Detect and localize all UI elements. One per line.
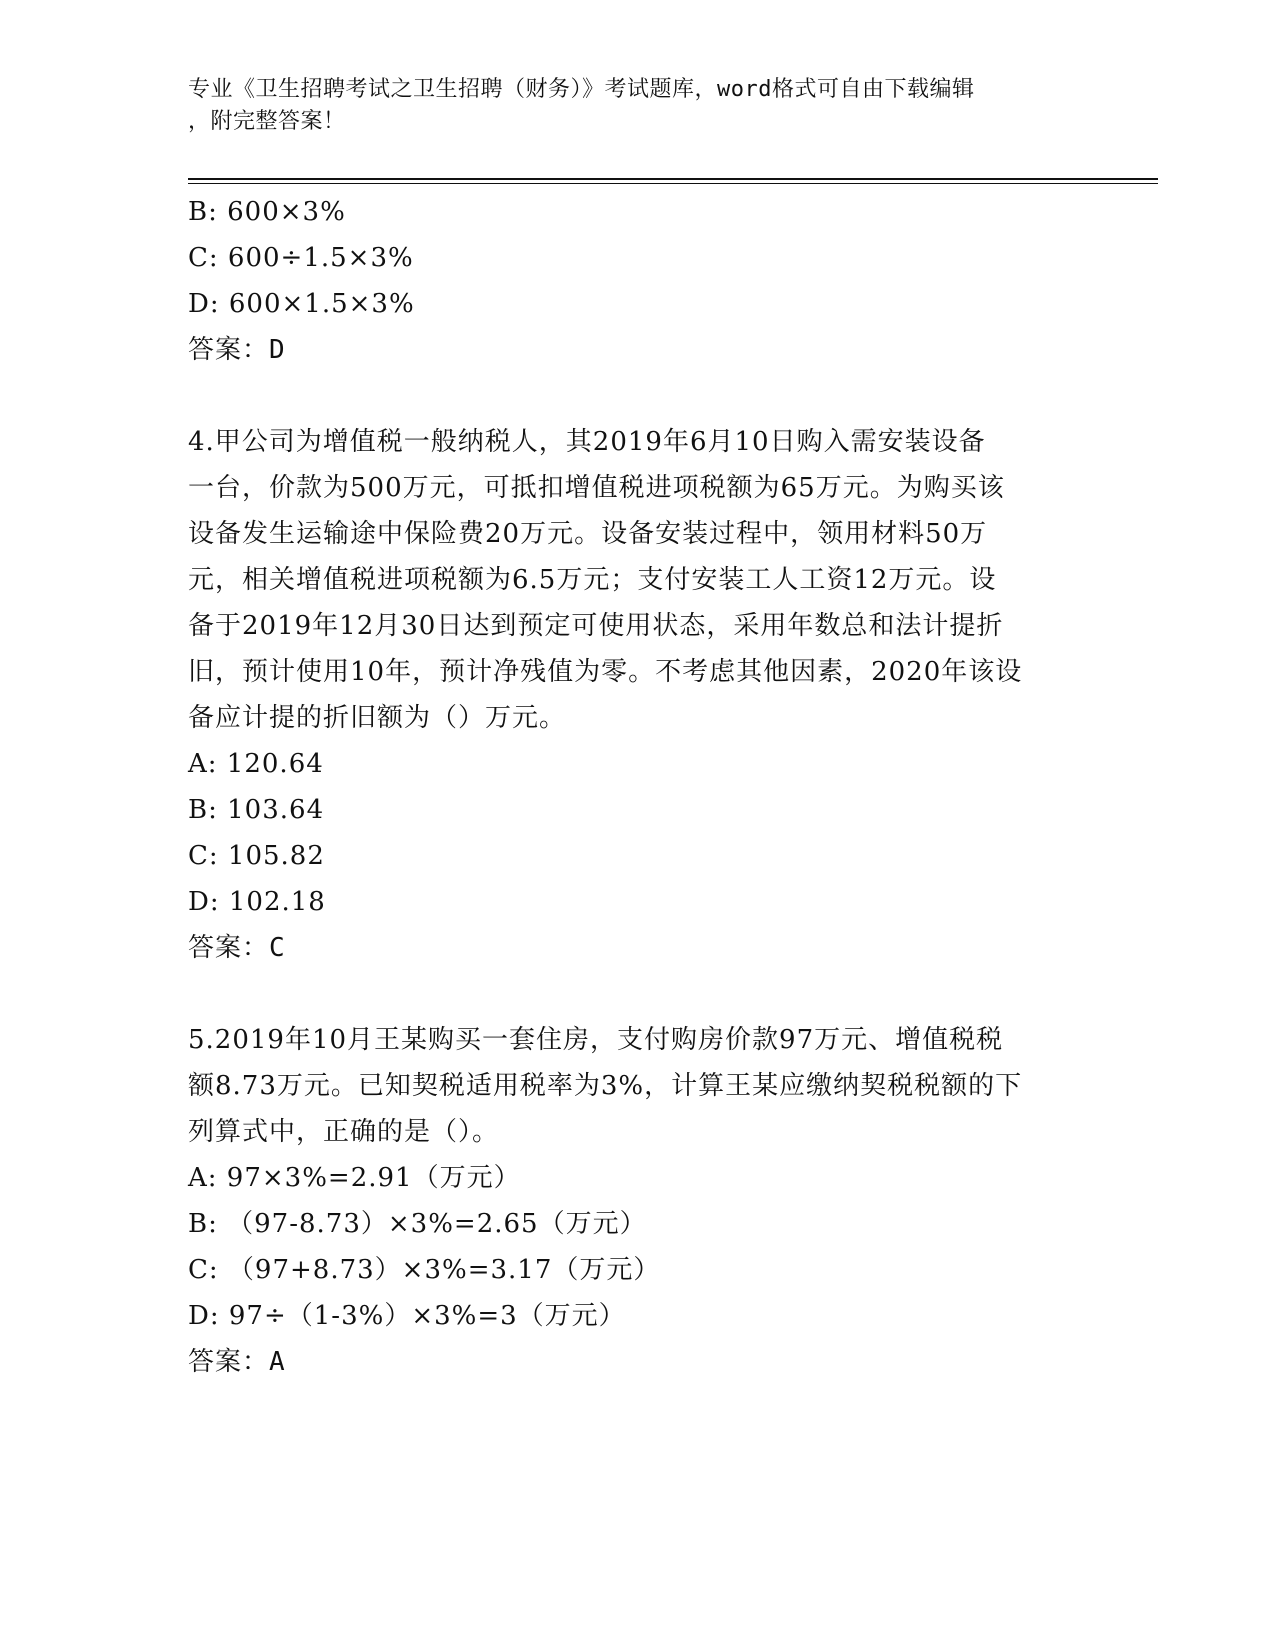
question-4-text-line-3: 设备发生运输途中保险费20万元。设备安装过程中，领用材料50万 — [188, 519, 988, 549]
header-divider-thin — [188, 183, 1158, 184]
question-3-answer: 答案：D — [188, 335, 286, 365]
question-4-answer: 答案：C — [188, 933, 286, 963]
question-4-option-b: B: 103.64 — [188, 795, 325, 825]
question-3-option-d: D: 600×1.5×3% — [188, 289, 415, 319]
question-5-option-a: A: 97×3%=2.91（万元） — [188, 1163, 521, 1193]
question-4-block — [188, 419, 1088, 971]
spacer — [188, 971, 1088, 1017]
document-header — [188, 74, 1088, 138]
header-divider-thick — [188, 178, 1158, 180]
question-4-text-line-1: 4.甲公司为增值税一般纳税人，其2019年6月10日购入需安装设备 — [188, 427, 986, 457]
question-5-text-line-2: 额8.73万元。已知契税适用税率为3%，计算王某应缴纳契税税额的下 — [188, 1071, 1023, 1101]
question-5-block — [188, 1017, 1088, 1385]
question-5-option-d: D: 97÷（1-3%）×3%=3（万元） — [188, 1301, 626, 1331]
question-4-option-d: D: 102.18 — [188, 887, 326, 917]
question-4-text-line-2: 一台，价款为500万元，可抵扣增值税进项税额为65万元。为购买该 — [188, 473, 1005, 503]
question-4-option-c: C: 105.82 — [188, 841, 325, 871]
spacer — [188, 373, 1088, 419]
question-4-text-line-5: 备于2019年12月30日达到预定可使用状态，采用年数总和法计提折 — [188, 611, 1004, 641]
question-5-option-c: C: （97+8.73）×3%=3.17（万元） — [188, 1255, 661, 1285]
question-5-text-line-1: 5.2019年10月王某购买一套住房，支付购房价款97万元、增值税税 — [188, 1025, 1004, 1055]
question-4-text-line-6: 旧，预计使用10年，预计净残值为零。不考虑其他因素，2020年该设 — [188, 657, 1023, 687]
header-line-2: ，附完整答案！ — [188, 109, 346, 134]
question-4-text-line-4: 元，相关增值税进项税额为6.5万元；支付安装工人工资12万元。设 — [188, 565, 997, 595]
question-5-option-b: B: （97-8.73）×3%=2.65（万元） — [188, 1209, 647, 1239]
question-4-text-line-7: 备应计提的折旧额为（）万元。 — [188, 703, 567, 733]
question-3-option-b: B: 600×3% — [188, 197, 346, 227]
question-content — [188, 189, 1088, 1385]
question-5-text-line-3: 列算式中，正确的是（）。 — [188, 1117, 500, 1147]
header-line-1: 专业《卫生招聘考试之卫生招聘（财务）》考试题库，word格式可自由下载编辑 — [188, 77, 975, 102]
question-3-block — [188, 189, 1088, 373]
question-5-answer: 答案：A — [188, 1347, 286, 1377]
question-4-option-a: A: 120.64 — [188, 749, 324, 779]
question-3-option-c: C: 600÷1.5×3% — [188, 243, 414, 273]
